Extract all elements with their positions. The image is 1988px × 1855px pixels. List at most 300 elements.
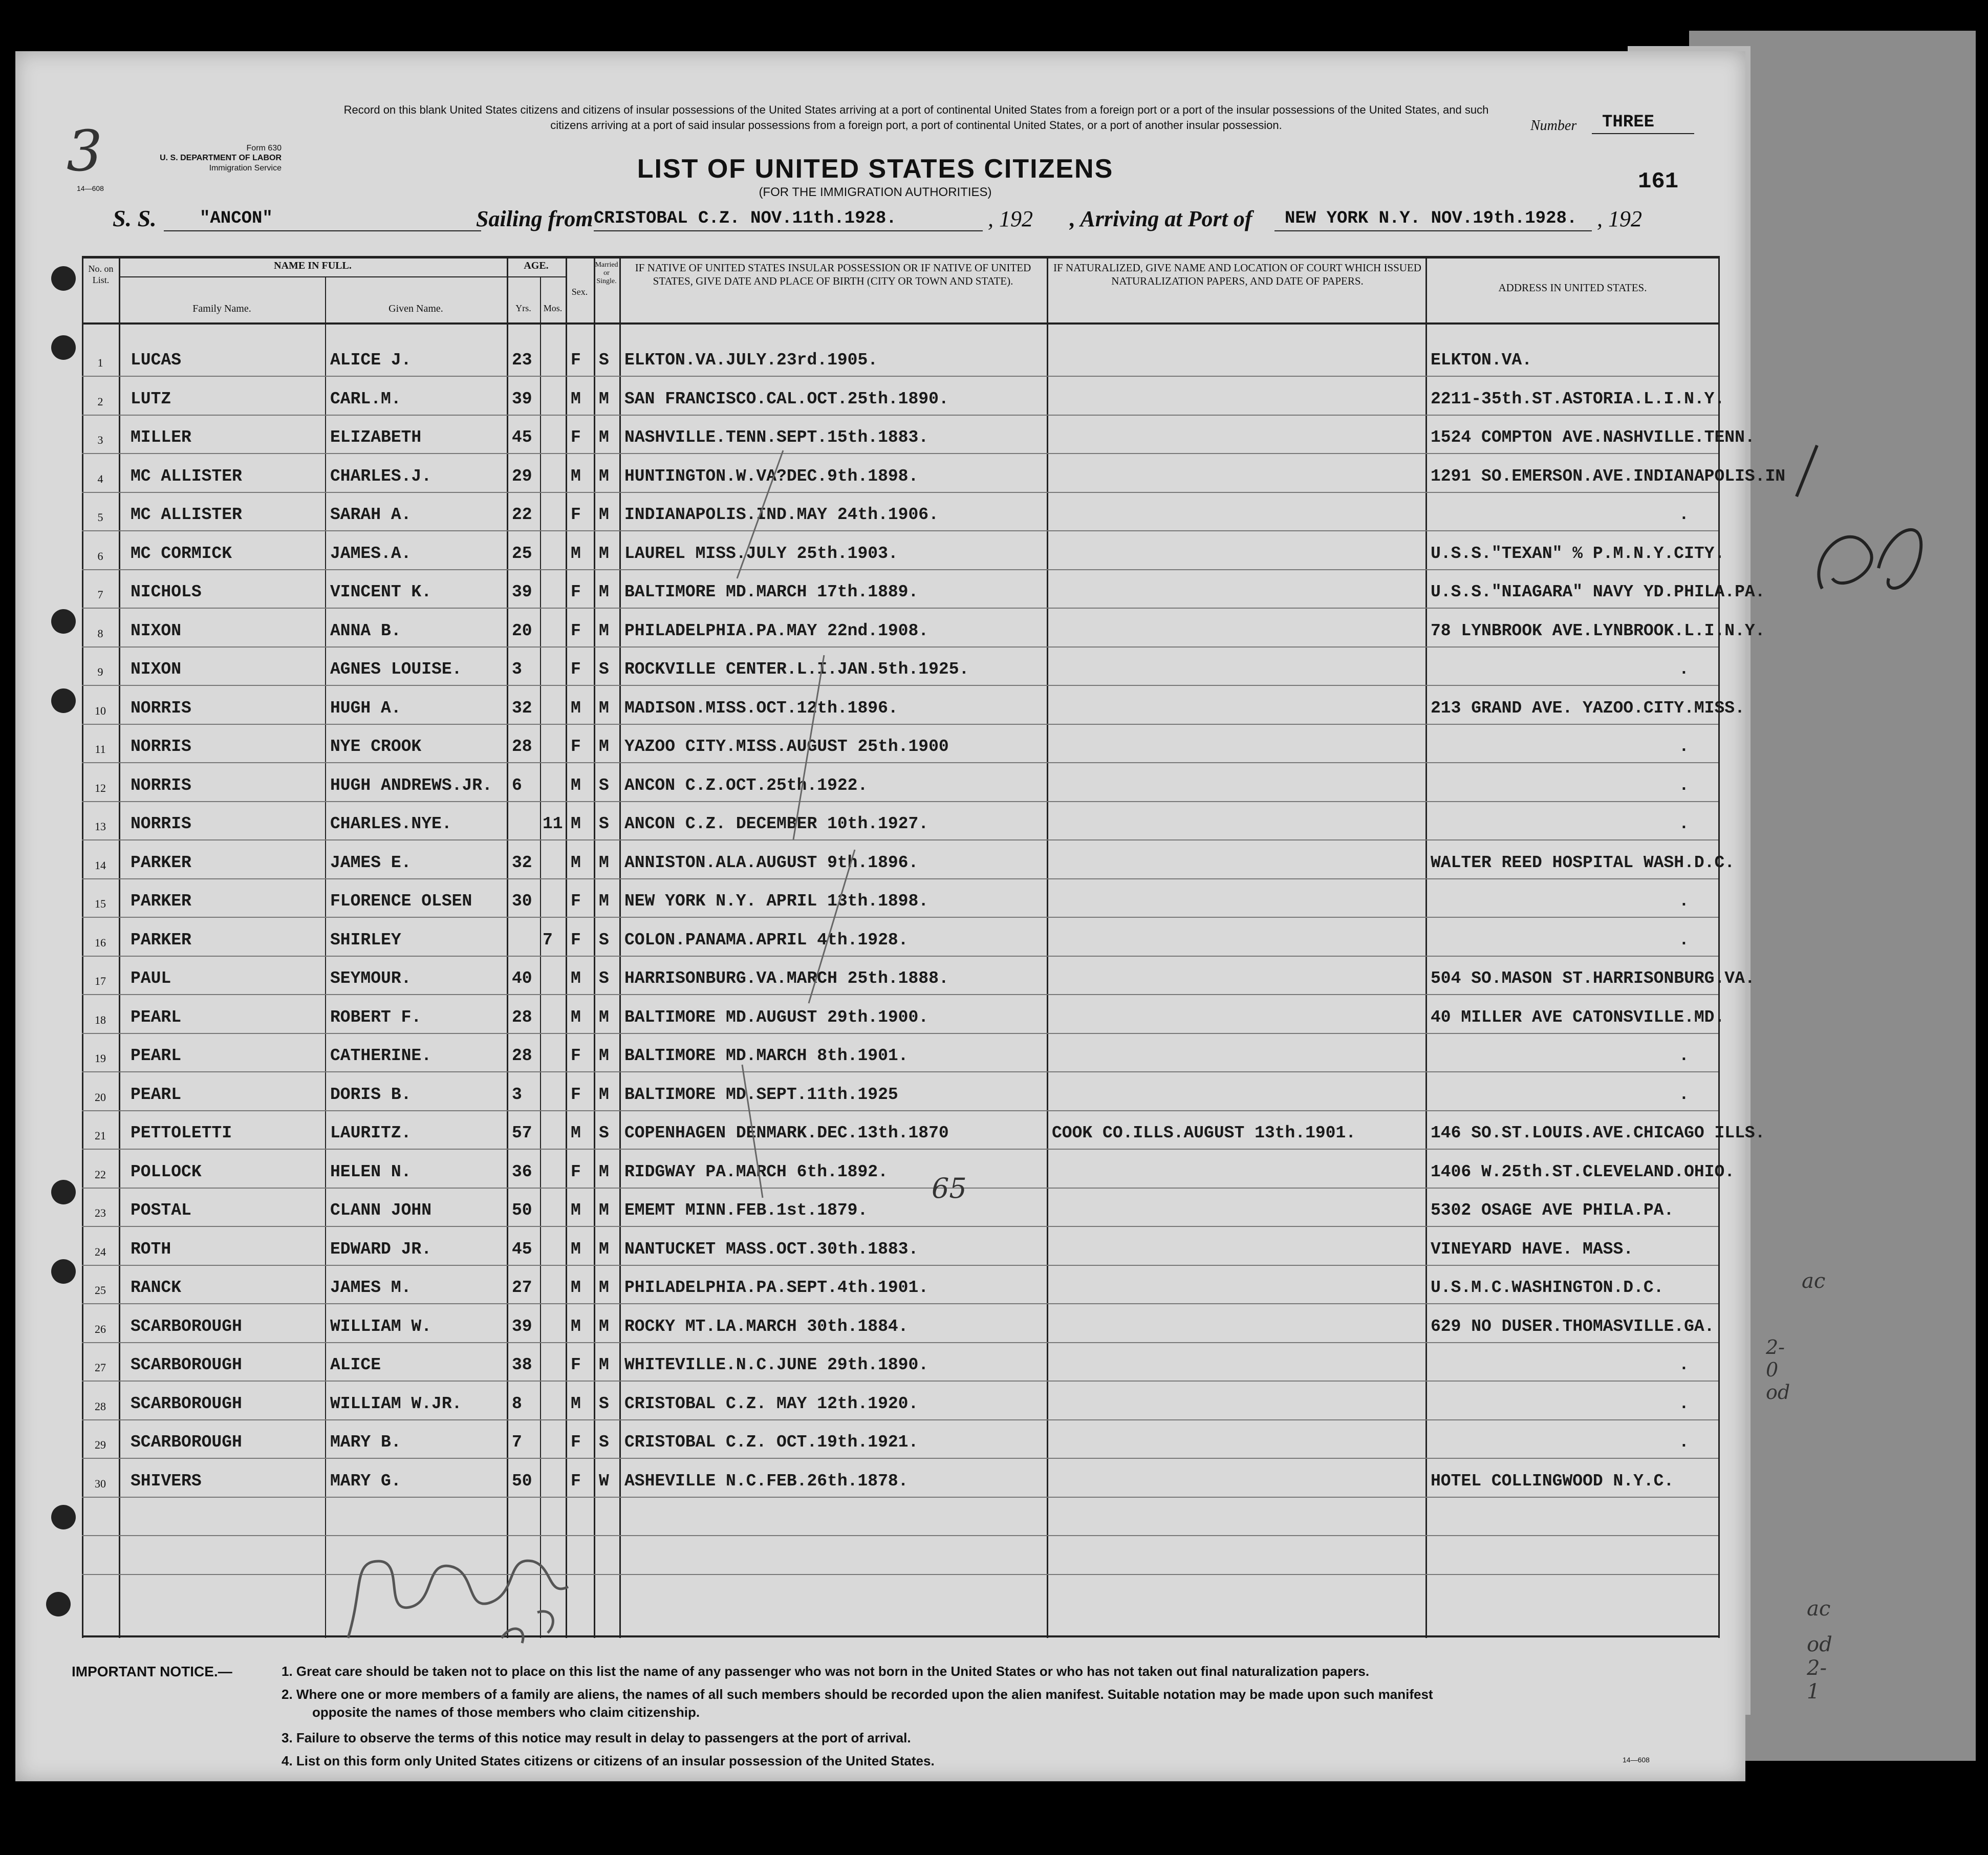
row-number: 16 — [95, 936, 106, 949]
cell-given: EDWARD JR. — [330, 1239, 432, 1259]
cell-yrs: 39 — [512, 1317, 532, 1336]
cell-family: PEARL — [131, 1046, 182, 1065]
cell-birth: MADISON.MISS.OCT.12th.1896. — [624, 698, 898, 718]
cell-given: CHARLES.J. — [330, 466, 432, 486]
cell-yrs: 32 — [512, 698, 532, 718]
cell-birth: WHITEVILLE.N.C.JUNE 29th.1890. — [624, 1355, 929, 1374]
cell-sex: F — [571, 428, 581, 447]
col-header-given: Given Name. — [388, 303, 443, 314]
row-number: 29 — [95, 1438, 106, 1451]
cell-given: JAMES.A. — [330, 544, 412, 563]
col-header-family: Family Name. — [192, 303, 251, 314]
page-number: 161 — [1638, 169, 1679, 195]
cell-birth: ROCKY MT.LA.MARCH 30th.1884. — [624, 1317, 909, 1336]
cell-sex: F — [571, 351, 581, 370]
punch-hole — [51, 1505, 76, 1529]
row-divider — [82, 1342, 1718, 1343]
cell-ms: S — [599, 814, 609, 833]
cell-sex: M — [571, 814, 581, 833]
col-header-name: NAME IN FULL. — [274, 260, 352, 271]
row-divider — [82, 530, 1718, 531]
cell-sex: M — [571, 1317, 581, 1336]
form-number: Form 630 — [246, 144, 282, 153]
punch-hole — [51, 335, 76, 360]
cell-family: PARKER — [131, 930, 191, 950]
cell-mos: 11 — [543, 814, 563, 833]
cell-addr: 1291 SO.EMERSON.AVE.INDIANAPOLIS.IN — [1431, 466, 1786, 486]
arriving-value: NEW YORK N.Y. NOV.19th.1928. — [1285, 209, 1578, 228]
punch-hole — [51, 266, 76, 291]
row-divider — [82, 453, 1718, 454]
row-number: 12 — [95, 781, 106, 794]
cell-ms: M — [599, 389, 609, 408]
cell-sex: M — [571, 969, 581, 988]
cell-addr: ELKTON.VA. — [1431, 351, 1532, 370]
cell-yrs: 3 — [512, 660, 522, 679]
notice-item-2b: opposite the names of those members who claim citizenship. — [312, 1705, 700, 1720]
cell-birth: PHILADELPHIA.PA.SEPT.4th.1901. — [624, 1278, 929, 1297]
cell-birth: ELKTON.VA.JULY.23rd.1905. — [624, 351, 878, 370]
ss-label: S. S. — [113, 205, 157, 231]
cell-ms: S — [599, 1124, 609, 1142]
cell-given: NYE CROOK — [330, 737, 422, 756]
table-top-border — [82, 256, 1720, 258]
punch-hole — [46, 1592, 71, 1616]
row-number: 27 — [95, 1361, 106, 1374]
cell-ms: M — [599, 698, 609, 718]
cell-ms: S — [599, 660, 609, 679]
row-number: 8 — [97, 627, 103, 640]
number-label: Number — [1530, 118, 1577, 134]
form-code-bottom: 14—608 — [1623, 1756, 1650, 1764]
cell-birth: BALTIMORE MD.AUGUST 29th.1900. — [624, 1007, 929, 1027]
cell-family: LUTZ — [131, 389, 171, 408]
row-divider — [82, 608, 1718, 609]
sailing-value: CRISTOBAL C.Z. NOV.11th.1928. — [594, 209, 897, 228]
cell-given: SEYMOUR. — [330, 969, 412, 988]
row-number: 1 — [97, 356, 103, 369]
col-divider — [82, 256, 83, 1638]
cell-yrs: 30 — [512, 892, 532, 911]
cell-addr: 146 SO.ST.LOUIS.AVE.CHICAGO ILLS. — [1431, 1124, 1765, 1142]
number-value: THREE — [1602, 113, 1655, 132]
cell-given: HUGH ANDREWS.JR. — [330, 775, 492, 795]
row-divider — [82, 801, 1718, 802]
cell-family: SHIVERS — [131, 1471, 202, 1491]
cell-birth: YAZOO CITY.MISS.AUGUST 25th.1900 — [624, 737, 949, 756]
cell-sex: M — [571, 1124, 581, 1142]
cell-addr: . — [1679, 775, 1689, 795]
row-divider — [82, 685, 1718, 686]
cell-yrs: 8 — [512, 1394, 522, 1413]
cell-sex: F — [571, 930, 581, 950]
cell-sex: F — [571, 737, 581, 756]
row-number: 7 — [97, 588, 103, 601]
cell-birth: PHILADELPHIA.PA.MAY 22nd.1908. — [624, 621, 929, 640]
arriving-label: , Arriving at Port of — [1070, 206, 1252, 231]
cell-ms: S — [599, 775, 609, 795]
cell-family: LUCAS — [131, 351, 182, 370]
cell-addr: HOTEL COLLINGWOOD N.Y.C. — [1431, 1471, 1674, 1491]
cell-ms: M — [599, 1239, 609, 1259]
cell-given: ELIZABETH — [330, 428, 422, 447]
ship-name: "ANCON" — [200, 209, 273, 228]
cell-ms: S — [599, 351, 609, 370]
cell-sex: F — [571, 1355, 581, 1374]
cell-given: ANNA B. — [330, 621, 401, 640]
cell-sex: M — [571, 466, 581, 486]
cell-addr: . — [1679, 660, 1689, 679]
cell-ms: M — [599, 1046, 609, 1065]
row-number: 10 — [95, 704, 106, 717]
cell-birth: BALTIMORE MD.MARCH 8th.1901. — [624, 1046, 909, 1065]
row-divider — [82, 376, 1718, 377]
cell-family: NORRIS — [131, 814, 191, 833]
cell-ms: S — [599, 969, 609, 988]
cell-given: LAURITZ. — [330, 1124, 412, 1142]
cell-yrs: 23 — [512, 351, 532, 370]
col-header-no: No. on List. — [88, 264, 114, 285]
cell-yrs: 38 — [512, 1355, 532, 1374]
cell-yrs: 20 — [512, 621, 532, 640]
cell-sex: M — [571, 853, 581, 872]
cell-addr: VINEYARD HAVE. MASS. — [1431, 1239, 1634, 1259]
cell-yrs: 57 — [512, 1124, 532, 1142]
cell-ms: M — [599, 892, 609, 911]
cell-given: CATHERINE. — [330, 1046, 432, 1065]
cell-family: PEARL — [131, 1007, 182, 1027]
sailing-year: , 192 — [988, 206, 1033, 231]
cell-birth: COPENHAGEN DENMARK.DEC.13th.1870 — [624, 1124, 949, 1142]
cell-birth: BALTIMORE MD.SEPT.11th.1925 — [624, 1085, 898, 1104]
cell-family: SCARBOROUGH — [131, 1394, 242, 1413]
cell-sex: M — [571, 1201, 581, 1220]
cell-yrs: 39 — [512, 389, 532, 408]
row-divider — [82, 415, 1718, 416]
row-divider — [82, 724, 1718, 725]
cell-mos: 7 — [543, 930, 553, 950]
cell-ms: M — [599, 1085, 609, 1104]
cell-sex: M — [571, 1394, 581, 1413]
col-header-birth: IF NATIVE OF UNITED STATES INSULAR POSSESSION OR IF NATIVE OF UNITED STATES, GIVE DATE AND PLACE OF BIRTH (CITY OR TOWN AND STATE). — [635, 262, 1031, 287]
cell-addr: 1406 W.25th.ST.CLEVELAND.OHIO. — [1431, 1162, 1735, 1181]
col-divider — [325, 276, 326, 1638]
tick-mark-lines — [732, 440, 875, 1208]
row-number: 21 — [95, 1129, 106, 1142]
cell-ms: M — [599, 544, 609, 563]
row-divider — [82, 1535, 1718, 1536]
row-divider — [82, 1149, 1718, 1150]
cell-yrs: 7 — [512, 1433, 522, 1452]
row-number: 30 — [95, 1477, 106, 1490]
cell-family: MC CORMICK — [131, 544, 232, 563]
col-divider — [1047, 256, 1048, 1638]
cell-sex: F — [571, 892, 581, 911]
cell-yrs: 29 — [512, 466, 532, 486]
cell-addr: . — [1679, 1046, 1689, 1065]
row-number: 25 — [95, 1284, 106, 1297]
col-divider — [566, 256, 567, 1638]
row-number: 13 — [95, 820, 106, 833]
row-number: 18 — [95, 1013, 106, 1026]
cell-sex: F — [571, 583, 581, 601]
cell-family: MILLER — [131, 428, 191, 447]
cell-family: PETTOLETTI — [131, 1124, 232, 1142]
notice-label: IMPORTANT NOTICE.— — [72, 1664, 232, 1679]
cell-ms: S — [599, 1433, 609, 1452]
cell-addr: 2211-35th.ST.ASTORIA.L.I.N.Y. — [1431, 389, 1725, 408]
cell-birth: BALTIMORE MD.MARCH 17th.1889. — [624, 583, 919, 601]
cell-sex: M — [571, 389, 581, 408]
cell-ms: M — [599, 1162, 609, 1181]
col-header-married: Married or Single. — [595, 261, 618, 285]
cell-addr: . — [1679, 505, 1689, 524]
cell-addr: . — [1679, 814, 1689, 833]
cell-given: AGNES LOUISE. — [330, 660, 462, 679]
row-number: 5 — [97, 511, 103, 524]
cell-birth: ASHEVILLE N.C.FEB.26th.1878. — [624, 1471, 909, 1491]
col-header-mos: Mos. — [543, 303, 563, 313]
cell-family: NORRIS — [131, 775, 191, 795]
cell-yrs: 3 — [512, 1085, 522, 1104]
row-divider — [82, 1226, 1718, 1227]
row-divider — [82, 1110, 1718, 1111]
cell-yrs: 6 — [512, 775, 522, 795]
row-number: 14 — [95, 858, 106, 872]
margin-note-ac2: ac — [1807, 1597, 1831, 1621]
handwritten-corner-number: 3 — [67, 118, 102, 184]
notice-item-2: 2. Where one or more members of a family are aliens, the names of all such members should be recorded upon the alien manifest. Suitable notation may be made upon such manifest — [282, 1687, 1433, 1702]
row-divider — [82, 1033, 1718, 1034]
row-divider — [82, 1303, 1718, 1304]
cell-addr: 213 GRAND AVE. YAZOO.CITY.MISS. — [1431, 698, 1745, 718]
margin-note-ac: ac — [1802, 1269, 1826, 1293]
col-divider — [540, 276, 541, 1638]
col-divider — [1425, 256, 1427, 1638]
cell-birth: NASHVILLE.TENN.SEPT.15th.1883. — [624, 428, 929, 447]
cell-given: ALICE J. — [330, 351, 412, 370]
cell-ms: M — [599, 505, 609, 524]
cell-nat: COOK CO.ILLS.AUGUST 13th.1901. — [1052, 1124, 1356, 1142]
punch-hole — [51, 1259, 76, 1284]
cell-family: NICHOLS — [131, 583, 202, 601]
cell-given: WILLIAM W.JR. — [330, 1394, 462, 1413]
cell-ms: M — [599, 583, 609, 601]
cell-addr: U.S.M.C.WASHINGTON.D.C. — [1431, 1278, 1664, 1297]
table-bottom-border — [82, 1635, 1720, 1637]
cell-addr: . — [1679, 1394, 1689, 1413]
cell-given: ROBERT F. — [330, 1007, 422, 1027]
cell-addr: 504 SO.MASON ST.HARRISONBURG.VA. — [1431, 969, 1755, 988]
cell-ms: M — [599, 737, 609, 756]
col-header-age: AGE. — [524, 260, 549, 271]
cell-ms: M — [599, 853, 609, 872]
cell-birth: INDIANAPOLIS.IND.MAY 24th.1906. — [624, 505, 939, 524]
cell-given: VINCENT K. — [330, 583, 432, 601]
number-underline — [1592, 133, 1694, 134]
cell-yrs: 50 — [512, 1471, 532, 1491]
margin-note-20: 2-0 od — [1766, 1336, 1790, 1404]
cell-sex: F — [571, 1433, 581, 1452]
cell-addr: 40 MILLER AVE CATONSVILLE.MD. — [1431, 1007, 1725, 1027]
col-header-naturalized: IF NATURALIZED, GIVE NAME AND LOCATION OF COURT WHICH ISSUED NATURALIZATION PAPERS, AND DATE OF PAPERS. — [1053, 262, 1421, 287]
row-number: 24 — [95, 1245, 106, 1258]
cell-birth: ANCON C.Z. DECEMBER 10th.1927. — [624, 814, 929, 833]
row-divider — [82, 1419, 1718, 1420]
arriving-underline — [1274, 230, 1592, 231]
row-number: 19 — [95, 1052, 106, 1065]
instruction-text: Record on this blank United States citizens and citizens of insular possessions of the United States arriving at a port of continental United States from a foreign port or a port of the insular possessions of the United States, and such citizens arriving at a port of said insular possessions from a foreign port, a port of continental United States, or a port of another insular possession. — [343, 103, 1489, 132]
cell-sex: F — [571, 505, 581, 524]
cell-ms: M — [599, 621, 609, 640]
row-number: 6 — [97, 549, 103, 563]
cell-given: SHIRLEY — [330, 930, 401, 950]
cell-birth: CRISTOBAL C.Z. MAY 12th.1920. — [624, 1394, 919, 1413]
cell-addr: . — [1679, 737, 1689, 756]
document-page — [15, 51, 1832, 1781]
cell-addr: . — [1679, 1433, 1689, 1452]
row-number: 17 — [95, 975, 106, 987]
cell-addr: U.S.S."TEXAN" % P.M.N.Y.CITY. — [1431, 544, 1725, 563]
cell-birth: RIDGWAY PA.MARCH 6th.1892. — [624, 1162, 888, 1181]
row-number: 15 — [95, 897, 106, 910]
cell-given: JAMES E. — [330, 853, 412, 872]
age-subheader-line — [507, 276, 567, 277]
row-number: 22 — [95, 1168, 106, 1181]
cell-yrs: 28 — [512, 1007, 532, 1027]
notice-item-3: 3. Failure to observe the terms of this notice may result in delay to passengers at the port of arrival. — [282, 1730, 911, 1745]
cell-given: FLORENCE OLSEN — [330, 892, 472, 911]
cell-family: MC ALLISTER — [131, 505, 242, 524]
cell-sex: M — [571, 775, 581, 795]
cell-given: HUGH A. — [330, 698, 401, 718]
cell-birth: HARRISONBURG.VA.MARCH 25th.1888. — [624, 969, 949, 988]
arriving-year: , 192 — [1597, 206, 1642, 231]
row-number: 20 — [95, 1090, 106, 1104]
cell-yrs: 45 — [512, 428, 532, 447]
row-number: 3 — [97, 434, 103, 446]
cell-family: PAUL — [131, 969, 171, 988]
cell-family: SCARBOROUGH — [131, 1355, 242, 1374]
cell-ms: M — [599, 1355, 609, 1374]
row-divider — [82, 1574, 1718, 1575]
cell-yrs: 39 — [512, 583, 532, 601]
col-divider — [119, 256, 120, 1638]
cell-ms: M — [599, 428, 609, 447]
cell-addr: WALTER REED HOSPITAL WASH.D.C. — [1431, 853, 1735, 872]
cell-sex: F — [571, 1471, 581, 1491]
row-number: 2 — [97, 395, 103, 408]
cell-birth: COLON.PANAMA.APRIL 4th.1928. — [624, 930, 909, 950]
cell-family: SCARBOROUGH — [131, 1433, 242, 1452]
margin-note-od21: od 2-1 — [1807, 1633, 1832, 1703]
cell-yrs: 36 — [512, 1162, 532, 1181]
row-divider — [82, 839, 1718, 840]
cell-addr: 1524 COMPTON AVE.NASHVILLE.TENN. — [1431, 428, 1755, 447]
punch-hole — [51, 688, 76, 713]
cell-ms: S — [599, 1394, 609, 1413]
cell-yrs: 28 — [512, 737, 532, 756]
cell-family: SCARBOROUGH — [131, 1317, 242, 1336]
notice-item-4: 4. List on this form only United States citizens or citizens of an insular possession of the United States. — [282, 1753, 935, 1768]
cell-given: CLANN JOHN — [330, 1201, 432, 1220]
page-title: LIST OF UNITED STATES CITIZENS — [637, 154, 1114, 184]
cell-sex: M — [571, 1278, 581, 1297]
col-divider — [594, 256, 595, 1638]
margin-handwriting — [1786, 425, 1940, 630]
cell-yrs: 27 — [512, 1278, 532, 1297]
table-header-border — [82, 322, 1720, 325]
cell-family: NIXON — [131, 660, 182, 679]
row-number: 23 — [95, 1206, 106, 1219]
cell-yrs: 22 — [512, 505, 532, 524]
cell-addr: . — [1679, 1085, 1689, 1104]
row-divider — [82, 1458, 1718, 1459]
row-divider — [82, 917, 1718, 918]
punch-hole — [51, 609, 76, 634]
cell-addr: . — [1679, 1355, 1689, 1374]
cell-addr: U.S.S."NIAGARA" NAVY YD.PHILA.PA. — [1431, 583, 1765, 601]
cell-addr: 5302 OSAGE AVE PHILA.PA. — [1431, 1201, 1674, 1220]
punch-hole — [51, 1180, 76, 1204]
cell-family: RANCK — [131, 1278, 182, 1297]
cell-family: PARKER — [131, 853, 191, 872]
cell-ms: S — [599, 930, 609, 950]
cell-given: WILLIAM W. — [330, 1317, 432, 1336]
cell-birth: SAN FRANCISCO.CAL.OCT.25th.1890. — [624, 389, 949, 408]
handwritten-signature — [333, 1525, 619, 1658]
row-divider — [82, 492, 1718, 493]
cell-given: JAMES M. — [330, 1278, 412, 1297]
row-number: 26 — [95, 1322, 106, 1335]
row-divider — [82, 762, 1718, 763]
cell-family: NORRIS — [131, 737, 191, 756]
row-divider — [82, 646, 1718, 648]
cell-family: MC ALLISTER — [131, 466, 242, 486]
cell-given: MARY B. — [330, 1433, 401, 1452]
col-header-yrs: Yrs. — [515, 303, 531, 313]
cell-family: NIXON — [131, 621, 182, 640]
cell-birth: LAUREL MISS.JULY 25th.1903. — [624, 544, 898, 563]
cell-addr: . — [1679, 930, 1689, 950]
cell-ms: W — [599, 1471, 609, 1491]
col-divider — [619, 256, 621, 1638]
cell-family: PARKER — [131, 892, 191, 911]
cell-sex: F — [571, 660, 581, 679]
cell-sex: M — [571, 1239, 581, 1259]
department: U. S. DEPARTMENT OF LABOR — [160, 154, 282, 162]
cell-given: DORIS B. — [330, 1085, 412, 1104]
cell-family: NORRIS — [131, 698, 191, 718]
cell-sex: M — [571, 698, 581, 718]
cell-given: SARAH A. — [330, 505, 412, 524]
cell-birth: EMEMT MINN.FEB.1st.1879. — [624, 1201, 868, 1220]
cell-given: ALICE — [330, 1355, 381, 1374]
cell-yrs: 45 — [512, 1239, 532, 1259]
row-number: 4 — [97, 472, 103, 485]
notice-item-1: 1. Great care should be taken not to place on this list the name of any passenger who was not born in the United States or who has not taken out final naturalization papers. — [282, 1664, 1370, 1679]
service: Immigration Service — [209, 164, 282, 172]
cell-yrs: 40 — [512, 969, 532, 988]
col-divider — [507, 256, 508, 1638]
cell-given: MARY G. — [330, 1471, 401, 1491]
cell-yrs: 50 — [512, 1201, 532, 1220]
cell-family: POLLOCK — [131, 1162, 202, 1181]
cell-addr: 78 LYNBROOK AVE.LYNBROOK.L.I.N.Y. — [1431, 621, 1765, 640]
form-code: 14—608 — [77, 184, 104, 192]
cell-birth: NANTUCKET MASS.OCT.30th.1883. — [624, 1239, 919, 1259]
cell-ms: M — [599, 1007, 609, 1027]
